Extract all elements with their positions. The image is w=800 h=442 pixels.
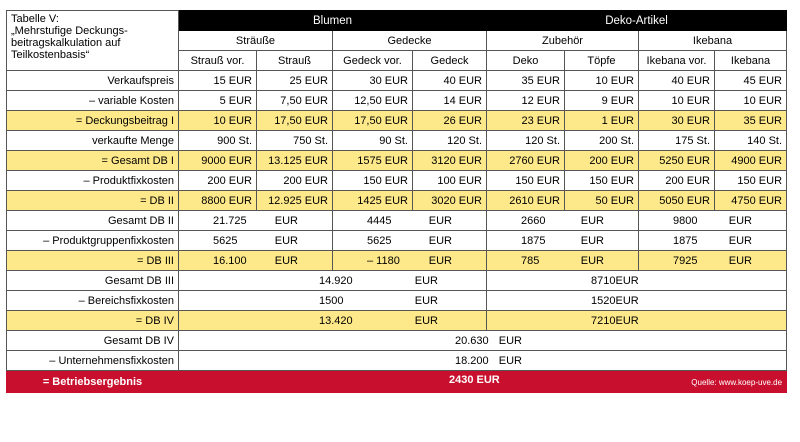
cell: 3120 EUR bbox=[413, 151, 487, 171]
cell bbox=[487, 231, 639, 251]
row-unternehmensfixkosten bbox=[7, 351, 787, 371]
unit: EUR bbox=[414, 274, 438, 287]
cell: 140 St. bbox=[715, 131, 787, 151]
amount: 20.630 bbox=[455, 334, 489, 347]
amount: 1520 bbox=[591, 294, 616, 307]
column-header: Gedeck bbox=[413, 51, 487, 71]
cell: 120 St. bbox=[487, 131, 565, 151]
column-header: Ikebana vor. bbox=[639, 51, 715, 71]
source-note: Quelle: www.koep-uve.de bbox=[691, 378, 783, 387]
cell: 2610 EUR bbox=[487, 191, 565, 211]
row-label: – Bereichsfixkosten bbox=[7, 291, 179, 311]
cell bbox=[333, 251, 487, 271]
amount: 8710 bbox=[591, 274, 616, 287]
cell: 26 EUR bbox=[413, 111, 487, 131]
row-label: verkaufte Menge bbox=[7, 131, 179, 151]
cell: 14 EUR bbox=[413, 91, 487, 111]
cell: 120 St. bbox=[413, 131, 487, 151]
column-header: Strauß vor. bbox=[179, 51, 257, 71]
row-produktgruppenfixkosten bbox=[7, 231, 787, 251]
cell bbox=[333, 211, 487, 231]
row-produktfixkosten bbox=[7, 171, 787, 191]
row-gesamt-db-1 bbox=[7, 151, 787, 171]
amount: – 1180 bbox=[367, 254, 400, 267]
row-bereichsfixkosten bbox=[7, 291, 787, 311]
cell: 1575 EUR bbox=[333, 151, 413, 171]
row-db-4 bbox=[7, 311, 787, 331]
cell: 30 EUR bbox=[639, 111, 715, 131]
cell: 200 EUR bbox=[639, 171, 715, 191]
row-label: Gesamt DB II bbox=[7, 211, 179, 231]
header-blumen: Blumen bbox=[179, 11, 487, 31]
cell bbox=[487, 291, 787, 311]
cell: 30 EUR bbox=[333, 71, 413, 91]
cell: 100 EUR bbox=[413, 171, 487, 191]
cell: 50 EUR bbox=[565, 191, 639, 211]
unit: EUR bbox=[580, 234, 604, 247]
unit: EUR bbox=[728, 234, 753, 247]
unit: EUR bbox=[615, 274, 639, 287]
cell: 15 EUR bbox=[179, 71, 257, 91]
amount: 785 bbox=[521, 254, 540, 267]
cell: 200 EUR bbox=[565, 151, 639, 171]
cell bbox=[333, 231, 487, 251]
unit: EUR bbox=[580, 214, 604, 227]
cell: 40 EUR bbox=[639, 71, 715, 91]
cell: 150 EUR bbox=[715, 171, 787, 191]
cell: 3020 EUR bbox=[413, 191, 487, 211]
unit: EUR bbox=[615, 294, 639, 307]
cell bbox=[487, 251, 639, 271]
amount: 2660 bbox=[521, 214, 546, 227]
cell bbox=[487, 211, 639, 231]
cell bbox=[179, 231, 333, 251]
table-title-text: Tabelle V: „Mehrstufige Deckungs- beitragskalkulation auf Teilkostenbasis“ bbox=[11, 13, 128, 61]
cell bbox=[179, 351, 787, 371]
amount: 18.200 bbox=[455, 354, 489, 367]
row-gesamt-db-2 bbox=[7, 211, 787, 231]
table-title bbox=[7, 11, 179, 71]
cell: 10 EUR bbox=[565, 71, 639, 91]
cell bbox=[639, 211, 787, 231]
row-label: = DB II bbox=[7, 191, 179, 211]
row-label: = Gesamt DB I bbox=[7, 151, 179, 171]
row-label: = Deckungsbeitrag I bbox=[7, 111, 179, 131]
cell: 4900 EUR bbox=[715, 151, 787, 171]
result-value: 2430 EUR bbox=[449, 374, 500, 386]
row-verkaufspreis bbox=[7, 71, 787, 91]
cell: 900 St. bbox=[179, 131, 257, 151]
cell: 10 EUR bbox=[179, 111, 257, 131]
cell: 7,50 EUR bbox=[257, 91, 333, 111]
cell: 200 St. bbox=[565, 131, 639, 151]
row-label: – Produktfixkosten bbox=[7, 171, 179, 191]
amount: 1500 bbox=[319, 294, 344, 307]
cell: 10 EUR bbox=[639, 91, 715, 111]
cell: 1425 EUR bbox=[333, 191, 413, 211]
row-label: – variable Kosten bbox=[7, 91, 179, 111]
unit: EUR bbox=[615, 314, 639, 327]
cell: 12 EUR bbox=[487, 91, 565, 111]
unit: EUR bbox=[274, 234, 298, 247]
unit: EUR bbox=[498, 354, 523, 367]
row-verkaufte-menge bbox=[7, 131, 787, 151]
amount: 14.920 bbox=[319, 274, 353, 287]
unit: EUR bbox=[428, 254, 452, 267]
amount: 1875 bbox=[673, 234, 698, 247]
cell bbox=[179, 331, 787, 351]
unit: EUR bbox=[274, 214, 298, 227]
row-gesamt-db-4 bbox=[7, 331, 787, 351]
amount: 4445 bbox=[367, 214, 392, 227]
unit: EUR bbox=[274, 254, 298, 267]
cell: 10 EUR bbox=[715, 91, 787, 111]
unit: EUR bbox=[414, 294, 438, 307]
cell: 17,50 EUR bbox=[333, 111, 413, 131]
row-label: Gesamt DB III bbox=[7, 271, 179, 291]
column-header: Gedeck vor. bbox=[333, 51, 413, 71]
cell: 4750 EUR bbox=[715, 191, 787, 211]
unit: EUR bbox=[728, 254, 753, 267]
amount: 16.100 bbox=[213, 254, 247, 267]
cell bbox=[487, 311, 787, 331]
cell: 150 EUR bbox=[565, 171, 639, 191]
cell bbox=[639, 251, 787, 271]
cell: 23 EUR bbox=[487, 111, 565, 131]
row-db-3 bbox=[7, 251, 787, 271]
cell: 175 St. bbox=[639, 131, 715, 151]
cell: 12.925 EUR bbox=[257, 191, 333, 211]
deckungsbeitrag-table bbox=[6, 10, 787, 393]
cell bbox=[639, 231, 787, 251]
cell: 25 EUR bbox=[257, 71, 333, 91]
cell: 8800 EUR bbox=[179, 191, 257, 211]
unit: EUR bbox=[580, 254, 604, 267]
header-zubehoer: Zubehör bbox=[487, 31, 639, 51]
header-gedecke: Gedecke bbox=[333, 31, 487, 51]
result-cell bbox=[179, 371, 787, 393]
unit: EUR bbox=[414, 314, 438, 327]
cell bbox=[179, 311, 487, 331]
result-label: = Betriebsergebnis bbox=[7, 371, 179, 393]
column-header: Töpfe bbox=[565, 51, 639, 71]
amount: 1875 bbox=[521, 234, 546, 247]
cell: 1 EUR bbox=[565, 111, 639, 131]
cell: 9000 EUR bbox=[179, 151, 257, 171]
cell: 35 EUR bbox=[487, 71, 565, 91]
row-db-2 bbox=[7, 191, 787, 211]
row-label: = DB III bbox=[7, 251, 179, 271]
amount: 5625 bbox=[367, 234, 392, 247]
header-ikebana: Ikebana bbox=[639, 31, 787, 51]
cell: 150 EUR bbox=[487, 171, 565, 191]
cell bbox=[179, 211, 333, 231]
cell: 5 EUR bbox=[179, 91, 257, 111]
column-header: Deko bbox=[487, 51, 565, 71]
cell: 750 St. bbox=[257, 131, 333, 151]
cell: 150 EUR bbox=[333, 171, 413, 191]
row-label: Gesamt DB IV bbox=[7, 331, 179, 351]
cell: 45 EUR bbox=[715, 71, 787, 91]
row-gesamt-db-3 bbox=[7, 271, 787, 291]
header-straeusse: Sträuße bbox=[179, 31, 333, 51]
cell: 17,50 EUR bbox=[257, 111, 333, 131]
cell bbox=[179, 271, 487, 291]
amount: 7210 bbox=[591, 314, 616, 327]
unit: EUR bbox=[428, 234, 452, 247]
amount: 13.420 bbox=[319, 314, 353, 327]
cell: 90 St. bbox=[333, 131, 413, 151]
row-deckungsbeitrag-1 bbox=[7, 111, 787, 131]
row-label: Verkaufspreis bbox=[7, 71, 179, 91]
cell: 13.125 EUR bbox=[257, 151, 333, 171]
cell: 2760 EUR bbox=[487, 151, 565, 171]
header-deko-artikel: Deko-Artikel bbox=[487, 11, 787, 31]
cell: 35 EUR bbox=[715, 111, 787, 131]
cell bbox=[179, 251, 333, 271]
cell: 40 EUR bbox=[413, 71, 487, 91]
amount: 7925 bbox=[673, 254, 698, 267]
unit: EUR bbox=[428, 214, 452, 227]
row-label: = DB IV bbox=[7, 311, 179, 331]
column-header: Strauß bbox=[257, 51, 333, 71]
unit: EUR bbox=[728, 214, 753, 227]
amount: 9800 bbox=[673, 214, 698, 227]
row-betriebsergebnis bbox=[7, 371, 787, 393]
cell: 200 EUR bbox=[179, 171, 257, 191]
amount: 21.725 bbox=[213, 214, 247, 227]
amount: 5625 bbox=[213, 234, 238, 247]
cell bbox=[487, 271, 787, 291]
row-variable-kosten bbox=[7, 91, 787, 111]
cell: 5050 EUR bbox=[639, 191, 715, 211]
cell: 200 EUR bbox=[257, 171, 333, 191]
row-label: – Produktgruppenfixkosten bbox=[7, 231, 179, 251]
row-label: – Unternehmensfixkosten bbox=[7, 351, 179, 371]
cell bbox=[179, 291, 487, 311]
column-header: Ikebana bbox=[715, 51, 787, 71]
unit: EUR bbox=[498, 334, 523, 347]
cell: 12,50 EUR bbox=[333, 91, 413, 111]
cell: 5250 EUR bbox=[639, 151, 715, 171]
cell: 9 EUR bbox=[565, 91, 639, 111]
